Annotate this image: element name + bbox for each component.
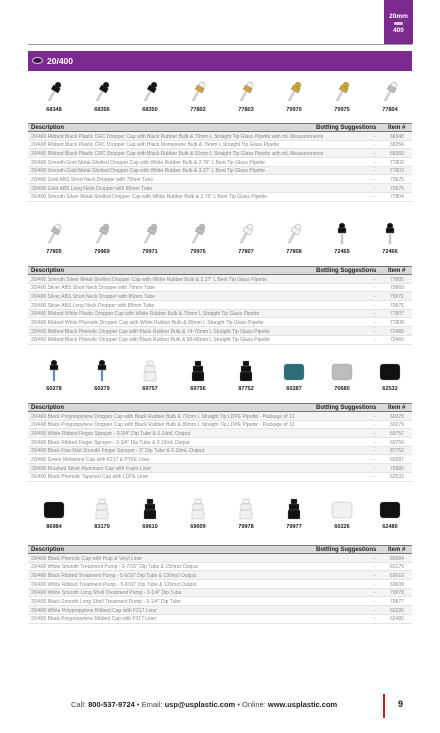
call-label: Call: <box>71 700 87 709</box>
table-row[interactable] <box>28 597 412 606</box>
product-number: 79969 <box>94 249 110 255</box>
product-tile[interactable] <box>320 359 364 397</box>
header-suggestions: Bottling Suggestions <box>316 405 377 411</box>
row-item-number: 72465 <box>390 328 404 335</box>
table-body <box>28 132 412 202</box>
product-number: 60278 <box>46 386 62 392</box>
row-item-number: 79976 <box>390 302 404 309</box>
product-tile[interactable] <box>128 222 172 260</box>
bottle-logo-icon <box>32 57 43 64</box>
row-description: 20/400 Black Ribbed Treatment Pump - 5-9/16" Dip Tube & 130mcl Output <box>31 572 196 579</box>
product-tile[interactable] <box>368 222 412 260</box>
email-label: Email: <box>141 700 163 709</box>
row-suggestion: - <box>374 185 376 192</box>
product-tile[interactable] <box>80 222 124 260</box>
product-tile[interactable] <box>128 497 172 535</box>
product-table <box>28 545 412 624</box>
table-row[interactable] <box>28 563 412 572</box>
product-image-row <box>28 222 412 260</box>
row-item-number: 79977 <box>390 598 404 605</box>
dropper-silver-short-icon <box>128 222 172 246</box>
row-description: 20/400 Ribbed Black Plastic CRC Dropper Cap with Black Rubber Bulb & 76mm L Straight Tip Glass Pipette with mL Measurements <box>31 133 324 140</box>
product-tile[interactable] <box>176 80 220 118</box>
product-number: 69610 <box>142 524 158 530</box>
row-description: 20/400 Brushed Silver Aluminum Cap with Foam Liner <box>31 465 152 472</box>
product-tile[interactable] <box>320 222 364 260</box>
row-item-number: 79978 <box>390 590 404 597</box>
section-banner <box>28 51 412 71</box>
row-item-number: 68350 <box>390 150 404 157</box>
table-row[interactable] <box>28 606 412 615</box>
dropper-gold-long-icon <box>320 80 364 104</box>
row-description: 20/400 Silver ABS Short Neck Dropper with 70mm Tube <box>31 285 155 292</box>
row-description: 20/400 Ribbed Black Plastic CRC Dropper Cap with Black Monoprene Bulb & 76mm L Straight Tip Glass Pipette <box>31 142 280 149</box>
row-item-number: 77808 <box>390 319 404 326</box>
table-header <box>28 123 412 132</box>
table-row[interactable] <box>28 464 412 473</box>
table-header <box>28 266 412 275</box>
row-suggestion: - <box>374 311 376 318</box>
pump-white-icon <box>176 497 220 521</box>
row-item-number: 86984 <box>390 555 404 562</box>
product-tile[interactable] <box>32 359 76 397</box>
product-tile[interactable] <box>320 497 364 535</box>
row-suggestion: - <box>374 439 376 446</box>
product-number: 62532 <box>382 386 398 392</box>
row-suggestion: - <box>374 616 376 623</box>
row-description: 20/400 Gold ABS Short Neck Dropper with 70mm Tube <box>31 176 154 183</box>
footer-rule <box>383 694 385 718</box>
pump-black-lotion-icon <box>272 497 316 521</box>
row-suggestion: - <box>374 276 376 283</box>
row-suggestion: - <box>374 422 376 429</box>
product-tile[interactable] <box>176 359 220 397</box>
row-item-number: 69609 <box>390 581 404 588</box>
cap-black-large-icon <box>368 497 412 521</box>
table-row[interactable] <box>28 275 412 284</box>
dropper-white-icon <box>224 222 268 246</box>
product-number: 77805 <box>46 249 62 255</box>
table-row[interactable] <box>28 421 412 430</box>
product-number: 79977 <box>286 524 302 530</box>
row-item-number: 60279 <box>390 422 404 429</box>
product-number: 69757 <box>142 386 158 392</box>
top-divider <box>28 44 412 45</box>
header-description: Description <box>31 268 65 274</box>
row-item-number: 68356 <box>390 142 404 149</box>
row-item-number: 60226 <box>390 607 404 614</box>
row-suggestion: - <box>374 328 376 335</box>
row-description: 20/400 Black Fine Mist Smooth Finger Sprayer - 3" Dip Tube & 0.18mL Output <box>31 448 205 455</box>
row-description: 20/400 Black Phenolic Tapersel Cap with LDPE Liner <box>31 474 149 481</box>
row-item-number: 62532 <box>390 474 404 481</box>
row-suggestion: - <box>374 319 376 326</box>
size-tab <box>384 0 413 44</box>
table-row[interactable] <box>28 327 412 336</box>
row-item-number: 77802 <box>390 159 404 166</box>
row-item-number: 72466 <box>390 337 404 344</box>
table-body <box>28 275 412 345</box>
product-number: 79975 <box>334 107 350 113</box>
row-suggestion: - <box>374 133 376 140</box>
table-row[interactable] <box>28 571 412 580</box>
product-tile[interactable] <box>320 80 364 118</box>
row-description: 20/400 Ribbed Black Plastic CRC Dropper Cap with Black Rubber Bulb & 91mm L Straight Tip Glass Pipette with mL Measurements <box>31 150 324 157</box>
product-table <box>28 266 412 345</box>
product-number: 77804 <box>382 107 398 113</box>
row-description: 20/400 Black Smooth Long Shell Treatment Pump - 3-1/4" Dip Tube <box>31 598 181 605</box>
table-row[interactable] <box>28 310 412 319</box>
row-description: 20/400 White Polypropylene Ribbed Cap with F217 Liner <box>31 607 157 614</box>
product-number: 83179 <box>94 524 110 530</box>
product-tile[interactable] <box>224 359 268 397</box>
row-suggestion: - <box>374 194 376 201</box>
dropper-gold-short-icon <box>272 80 316 104</box>
dropper-silver-white-icon <box>32 222 76 246</box>
table-row[interactable] <box>28 158 412 167</box>
row-suggestion: - <box>374 456 376 463</box>
product-tile[interactable] <box>368 359 412 397</box>
row-suggestion: - <box>374 607 376 614</box>
cap-black-icon <box>368 359 412 383</box>
row-item-number: 79975 <box>390 185 404 192</box>
online-label: Online: <box>242 700 266 709</box>
sprayer-white-icon <box>128 359 172 383</box>
product-number: 79976 <box>190 249 206 255</box>
table-header <box>28 545 412 554</box>
table-row[interactable] <box>28 184 412 193</box>
product-number: 60287 <box>286 386 302 392</box>
row-item-number: 79970 <box>390 176 404 183</box>
row-description: 20/400 Black Polypropylene Dropper Cap with Black Rubber Bulb & 89mm L Straight Tip LDPE Pipette - Package of 12 <box>31 422 295 429</box>
table-row[interactable] <box>28 554 412 563</box>
product-tile[interactable] <box>224 222 268 260</box>
row-item-number: 83179 <box>390 564 404 571</box>
row-suggestion: - <box>374 302 376 309</box>
row-description: 20/400 Black Polypropylene Dropper Cap with Black Rubber Bulb & 72mm L Straight Tip LDPE Pipette - Package of 12 <box>31 413 295 420</box>
table-row[interactable] <box>28 301 412 310</box>
product-tile[interactable] <box>128 359 172 397</box>
table-row[interactable] <box>28 438 412 447</box>
table-row[interactable] <box>28 141 412 150</box>
header-suggestions: Bottling Suggestions <box>316 547 377 553</box>
table-body <box>28 412 412 482</box>
row-item-number: 77803 <box>390 168 404 175</box>
dropper-silver-white-icon <box>368 80 412 104</box>
pump-white-icon <box>80 497 124 521</box>
table-row[interactable] <box>28 193 412 202</box>
header-suggestions: Bottling Suggestions <box>316 268 377 274</box>
footer-contact: Call: 800-537-9724 • Email: usp@usplastic.com • Online: www.usplastic.com <box>71 700 338 709</box>
product-tile[interactable] <box>368 80 412 118</box>
product-number: 77808 <box>286 249 302 255</box>
header-description: Description <box>31 547 65 553</box>
product-image-row <box>28 359 412 397</box>
product-number: 69609 <box>190 524 206 530</box>
product-number: 60279 <box>94 386 110 392</box>
page-footer <box>28 697 412 717</box>
row-item-number: 62480 <box>390 616 404 623</box>
product-tile[interactable] <box>368 497 412 535</box>
dropper-silver-long-icon <box>176 222 220 246</box>
row-item-number: 70680 <box>390 465 404 472</box>
product-tile[interactable] <box>272 222 316 260</box>
product-tile[interactable] <box>224 80 268 118</box>
row-description: 20/400 Black Phenolic Cap with Pulp & Vinyl Liner <box>31 555 143 562</box>
row-description: 20/400 Smooth Gold Metal-Shelled Dropper Cap with White Rubber Bulb & 2.76" L Bent Tip Glass Pipette <box>31 159 265 166</box>
row-item-number: 77804 <box>390 194 404 201</box>
row-suggestion: - <box>374 448 376 455</box>
table-row[interactable] <box>28 149 412 158</box>
row-item-number: 69756 <box>390 439 404 446</box>
page-number: 9 <box>398 699 404 709</box>
table-row[interactable] <box>28 284 412 293</box>
row-item-number: 79969 <box>390 285 404 292</box>
product-number: 79971 <box>142 249 158 255</box>
product-number: 62480 <box>382 524 398 530</box>
table-row[interactable] <box>28 167 412 176</box>
bottle-icon <box>394 22 403 25</box>
row-suggestion: - <box>374 474 376 481</box>
row-suggestion: - <box>374 337 376 344</box>
row-suggestion: - <box>374 168 376 175</box>
table-row[interactable] <box>28 429 412 438</box>
product-tile[interactable] <box>32 80 76 118</box>
product-number: 70680 <box>334 386 350 392</box>
row-description: 20/400 White Smooth Treatment Pump - 3-7/16" Dip Tube & 150mcl Output <box>31 564 198 571</box>
dropper-black-bulb-icon <box>128 80 172 104</box>
row-item-number: 79971 <box>390 293 404 300</box>
header-item: Item # <box>388 547 406 553</box>
header-suggestions: Bottling Suggestions <box>316 125 377 131</box>
product-number: 68356 <box>94 107 110 113</box>
row-description: 20/400 Ribbed Black Phenolic Dropper Cap with Black Rubber Bulb & 86-88mm L Straight Tip Glass Pipette <box>31 337 270 344</box>
product-tile[interactable] <box>272 80 316 118</box>
row-description: 20/400 Smooth Silver Metal-Shelled Dropper Cap with White Rubber Bulb & 3.37" L Bent Tip Glass Pipette <box>31 276 267 283</box>
cap-silver-icon <box>320 359 364 383</box>
row-item-number: 60278 <box>390 413 404 420</box>
row-description: 20/400 Ribbed Black Phenolic Dropper Cap with Black Rubber Bulb & 74-76mm L Straight Tip Glass Pipette <box>31 328 270 335</box>
product-number: 72466 <box>382 249 398 255</box>
row-description: 20/400 Ribbed White Plastic Dropper Cap with White Rubber Bulb & 76mm L Straight Tip Glass Pipette <box>31 311 260 318</box>
product-number: 60226 <box>334 524 350 530</box>
row-description: 20/400 Silver ABS Short Neck Dropper with 85mm Tube <box>31 293 155 300</box>
dropper-black-straight-icon <box>368 222 412 246</box>
dropper-black-blue-icon <box>80 359 124 383</box>
product-tile[interactable] <box>224 497 268 535</box>
row-description: 20/400 White Ribbed Treatment Pump - 5-9/16" Dip Tube & 130mcl Output <box>31 581 197 588</box>
row-item-number: 77805 <box>390 276 404 283</box>
product-table <box>28 123 412 202</box>
dropper-black-straight-icon <box>320 222 364 246</box>
row-description: 20/400 Gold ABS Long Neck Dropper with 85mm Tube <box>31 185 153 192</box>
table-row[interactable] <box>28 412 412 421</box>
table-row[interactable] <box>28 132 412 141</box>
pump-black-icon <box>128 497 172 521</box>
product-number: 79970 <box>286 107 302 113</box>
table-row[interactable] <box>28 292 412 301</box>
row-description: 20/400 White Ribbed Finger Sprayer - 3-3/4" Dip Tube & 0.14mL Output <box>31 430 191 437</box>
dropper-silver-short-icon <box>80 222 124 246</box>
row-suggestion: - <box>374 176 376 183</box>
cap-teal-icon <box>272 359 316 383</box>
mist-sprayer-black-icon <box>224 359 268 383</box>
row-description: 20/400 Ribbed White Phenolic Dropper Cap with White Rubber Bulb & 89mm L Straight Tip Glass Pipette <box>31 319 264 326</box>
row-item-number: 77807 <box>390 311 404 318</box>
row-item-number: 68348 <box>390 133 404 140</box>
row-item-number: 60287 <box>390 456 404 463</box>
table-row[interactable] <box>28 589 412 598</box>
row-item-number: 69757 <box>390 430 404 437</box>
row-suggestion: - <box>374 142 376 149</box>
product-number: 79978 <box>238 524 254 530</box>
row-suggestion: - <box>374 430 376 437</box>
row-description: 20/400 Black Ribbed Finger Sprayer - 3-3/4" Dip Tube & 0.19mL Output <box>31 439 190 446</box>
sprayer-black-icon <box>176 359 220 383</box>
dropper-black-bulb-icon <box>80 80 124 104</box>
product-tile[interactable] <box>80 497 124 535</box>
row-suggestion: - <box>374 564 376 571</box>
product-tile[interactable] <box>80 359 124 397</box>
phone-number[interactable]: 800-537-9724 <box>88 700 135 709</box>
product-image-row <box>28 497 412 535</box>
row-suggestion: - <box>374 581 376 588</box>
product-number: 68350 <box>142 107 158 113</box>
table-row[interactable] <box>28 336 412 345</box>
pump-white-lotion-icon <box>224 497 268 521</box>
row-description: 20/400 White Smooth Long Shell Treatment Pump - 3-1/4" Dip Tube <box>31 590 182 597</box>
table-body <box>28 554 412 624</box>
row-suggestion: - <box>374 293 376 300</box>
row-suggestion: - <box>374 150 376 157</box>
product-tile[interactable] <box>176 222 220 260</box>
product-number: 86984 <box>46 524 62 530</box>
row-suggestion: - <box>374 285 376 292</box>
email-link[interactable]: usp@usplastic.com <box>164 700 236 709</box>
product-number: 72465 <box>334 249 350 255</box>
dropper-white-icon <box>272 222 316 246</box>
tab-finish: 400 <box>393 27 404 34</box>
row-description: 20/400 Smooth Silver Metal-Shelled Dropper Cap with White Rubber Bulb & 2.76" L Bent Tip Glass Pipette <box>31 194 267 201</box>
product-image-row <box>28 80 412 118</box>
dropper-gold-white-icon <box>224 80 268 104</box>
row-item-number: 87752 <box>390 448 404 455</box>
row-suggestion: - <box>374 572 376 579</box>
tab-size: 20mm <box>389 13 408 20</box>
table-row[interactable] <box>28 447 412 456</box>
table-row[interactable] <box>28 318 412 327</box>
table-row[interactable] <box>28 473 412 482</box>
product-number: 87752 <box>238 386 254 392</box>
row-description: 20/400 Black Polypropylene Ribbed Cap with F217 Liner <box>31 616 157 623</box>
website-link[interactable]: www.usplastic.com <box>267 700 338 709</box>
product-tile[interactable] <box>176 497 220 535</box>
product-table <box>28 403 412 482</box>
product-tile[interactable] <box>272 359 316 397</box>
product-tile[interactable] <box>32 222 76 260</box>
product-tile[interactable] <box>80 80 124 118</box>
row-item-number: 69610 <box>390 572 404 579</box>
product-tile[interactable] <box>272 497 316 535</box>
banner-title: 20/400 <box>47 56 73 66</box>
header-description: Description <box>31 125 65 131</box>
product-tile[interactable] <box>128 80 172 118</box>
row-description: 20/400 Silver ABS Long Neck Dropper with 85mm Tube <box>31 302 155 309</box>
product-number: 69756 <box>190 386 206 392</box>
dropper-gold-white-icon <box>176 80 220 104</box>
product-number: 68348 <box>46 107 62 113</box>
row-suggestion: - <box>374 598 376 605</box>
cap-black-ribbed-icon <box>32 497 76 521</box>
row-description: 20/400 Green Melamine Cap with F217 & PTFE Liner <box>31 456 150 463</box>
row-description: 20/400 Smooth Gold Metal-Shelled Dropper Cap with White Rubber Bulb & 3.37" L Bent Tip Glass Pipette <box>31 168 265 175</box>
header-item: Item # <box>388 268 406 274</box>
row-suggestion: - <box>374 159 376 166</box>
table-header <box>28 403 412 412</box>
row-suggestion: - <box>374 413 376 420</box>
header-item: Item # <box>388 125 406 131</box>
dropper-black-bent-icon <box>32 80 76 104</box>
table-row[interactable] <box>28 580 412 589</box>
product-number: 77807 <box>238 249 254 255</box>
product-tile[interactable] <box>32 497 76 535</box>
row-suggestion: - <box>374 590 376 597</box>
dropper-black-blue-icon <box>32 359 76 383</box>
table-row[interactable] <box>28 175 412 184</box>
product-number: 77803 <box>238 107 254 113</box>
table-row[interactable] <box>28 615 412 624</box>
header-item: Item # <box>388 405 406 411</box>
row-suggestion: - <box>374 555 376 562</box>
row-suggestion: - <box>374 465 376 472</box>
table-row[interactable] <box>28 455 412 464</box>
cap-white-icon <box>320 497 364 521</box>
header-description: Description <box>31 405 65 411</box>
product-number: 77802 <box>190 107 206 113</box>
